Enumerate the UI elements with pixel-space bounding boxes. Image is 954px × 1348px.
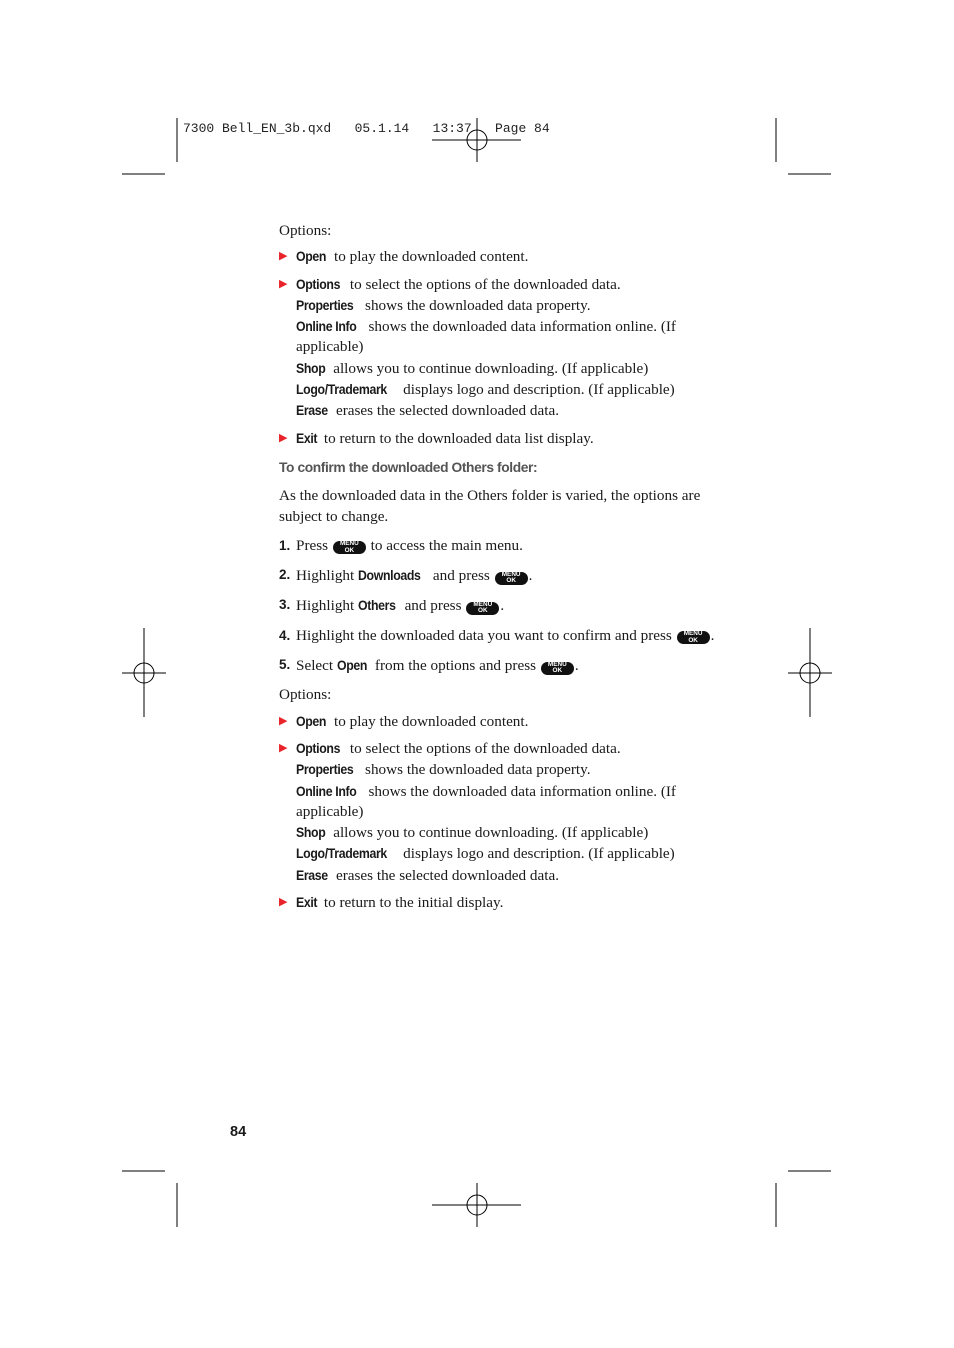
- menu-ok-key-icon: MENU OK: [541, 662, 574, 675]
- sub-option-text: allows you to continue downloading. (If applicable): [329, 359, 649, 377]
- option-open: [279, 711, 729, 732]
- page-number: 84: [230, 1124, 247, 1140]
- bullet-arrow-icon: ▶: [279, 714, 288, 727]
- sub-option: [296, 843, 729, 864]
- option-text: to play the downloaded content.: [330, 248, 529, 266]
- step-number: 5.: [279, 657, 291, 673]
- menu-ok-key-icon: MENU OK: [677, 631, 710, 644]
- bullet-arrow-icon: ▶: [279, 741, 288, 754]
- step-term: Others: [358, 597, 396, 614]
- bullet-arrow-icon: ▶: [279, 896, 288, 909]
- sub-option-term: Online Info: [296, 318, 357, 335]
- option-exit: [279, 428, 729, 449]
- step-text: Press: [296, 536, 332, 554]
- options-label: Options:: [279, 686, 332, 704]
- sub-option: [296, 865, 729, 886]
- option-term: Exit: [296, 894, 318, 911]
- step-text: Highlight: [296, 567, 359, 585]
- sub-option-text: erases the selected downloaded data.: [332, 402, 560, 420]
- option-exit: [279, 892, 729, 913]
- option-text: to select the options of the downloaded data.: [346, 739, 621, 757]
- step-term: Downloads: [358, 567, 421, 584]
- section-heading: To confirm the downloaded Others folder:: [279, 459, 538, 475]
- option-text: to return to the initial display.: [320, 894, 504, 912]
- step-3: [279, 595, 729, 616]
- sub-option: [296, 295, 729, 316]
- sub-option-term: Logo/Trademark: [296, 381, 387, 398]
- sub-option-term: Logo/Trademark: [296, 845, 387, 862]
- option-options: [279, 738, 729, 886]
- option-term: Exit: [296, 429, 318, 446]
- bullet-arrow-icon: ▶: [279, 277, 288, 290]
- bullet-arrow-icon: ▶: [279, 250, 288, 263]
- step-text: from the options and press: [371, 657, 540, 675]
- step-text: Select: [296, 657, 337, 675]
- step-number: 3.: [279, 597, 291, 613]
- step-text: Highlight the downloaded data you want to confirm and press: [296, 626, 676, 644]
- sub-option-text: erases the selected downloaded data.: [332, 866, 560, 884]
- step-text: and press: [429, 567, 494, 585]
- sub-option-text: shows the downloaded data property.: [361, 296, 591, 314]
- sub-option: [296, 781, 729, 823]
- sub-option-text: shows the downloaded data property.: [361, 761, 591, 779]
- intro-paragraph: As the downloaded data in the Others folder is varied, the options are subject to change.: [279, 487, 701, 525]
- option-options: [279, 274, 729, 422]
- sub-option-text: shows the downloaded data information online. (If applicable): [296, 782, 676, 820]
- file-slug-header: 7300 Bell_EN_3b.qxd 05.1.14 13:37 Page 84: [183, 121, 550, 136]
- option-text: to select the options of the downloaded data.: [346, 275, 621, 293]
- option-term: Options: [296, 275, 341, 292]
- sub-option-term: Erase: [296, 402, 328, 419]
- sub-option-text: shows the downloaded data information online. (If applicable): [296, 318, 676, 356]
- sub-option: [296, 400, 729, 421]
- sub-option: [296, 379, 729, 400]
- step-4: [279, 626, 729, 646]
- sub-option-text: displays logo and description. (If applicable): [399, 845, 675, 863]
- step-number: 1.: [279, 537, 291, 553]
- menu-ok-key-icon: MENU OK: [333, 541, 366, 554]
- step-5: [279, 655, 729, 676]
- option-text: to play the downloaded content.: [330, 712, 529, 730]
- step-number: 4.: [279, 627, 291, 643]
- step-term: Open: [336, 657, 367, 674]
- option-open: [279, 246, 729, 267]
- sub-option-term: Erase: [296, 866, 328, 883]
- sub-option: [296, 759, 729, 780]
- options-label: Options:: [279, 222, 332, 239]
- bullet-arrow-icon: ▶: [279, 431, 288, 444]
- option-term: Open: [296, 712, 327, 729]
- step-text: and press: [400, 597, 466, 615]
- step-text: .: [500, 597, 505, 615]
- sub-option-term: Properties: [296, 296, 354, 313]
- menu-ok-key-icon: MENU OK: [466, 602, 499, 615]
- step-text: .: [574, 657, 579, 675]
- step-2: [279, 565, 729, 586]
- step-text: .: [710, 626, 715, 644]
- option-term: Open: [296, 248, 327, 265]
- option-text: to return to the downloaded data list display.: [320, 429, 594, 447]
- sub-option: [296, 316, 729, 358]
- sub-option-term: Shop: [296, 359, 326, 376]
- sub-option-term: Properties: [296, 761, 354, 778]
- menu-ok-key-icon: MENU OK: [495, 572, 528, 585]
- sub-option-term: Shop: [296, 824, 326, 841]
- sub-option-text: displays logo and description. (If applicable): [399, 381, 675, 399]
- step-text: .: [528, 567, 533, 585]
- sub-option-term: Online Info: [296, 782, 357, 799]
- step-text: Highlight: [296, 597, 359, 615]
- step-1: [279, 536, 729, 556]
- step-number: 2.: [279, 567, 291, 583]
- sub-option: [296, 358, 729, 379]
- option-term: Options: [296, 739, 341, 756]
- step-text: to access the main menu.: [366, 536, 523, 554]
- sub-option: [296, 822, 729, 843]
- sub-option-text: allows you to continue downloading. (If applicable): [329, 824, 649, 842]
- page-body: [279, 221, 729, 913]
